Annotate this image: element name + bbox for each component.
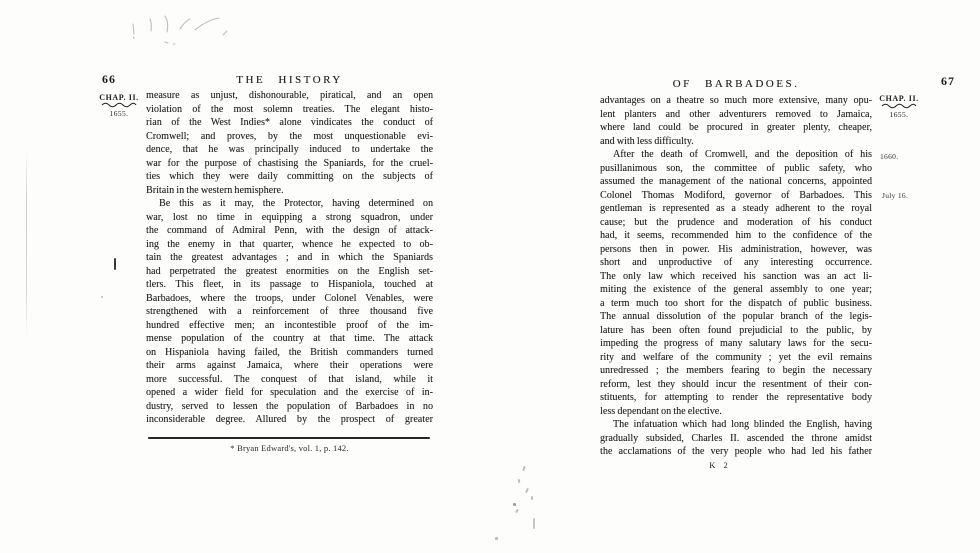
text-line: measure as unjust, dishonourable, piratical, and an open [146,90,433,101]
footnote: * Bryan Edward's, vol. 1, p. 142. [230,443,349,453]
text-line: miting the existence of the general assembly to one year; [600,284,872,295]
text-line: After the death of Cromwell, and the deposition of his [613,149,872,160]
text-line: less dependant on the elective. [600,405,722,417]
text-line: war for the purpose of chastising the Spaniards, for the cruel- [146,157,433,169]
text-line: strengthened with a reinforcement of three thousand five [146,306,433,317]
text-line: and with less difficulty. [600,135,694,147]
page-edge-line [26,152,27,337]
right-page-body [600,94,872,459]
text-line: had, it seems, recommended him to the confidence of the [600,230,872,241]
text-line: their arms against Jamaica, where their operations were [146,360,433,371]
text-line: unredressed ; the members fearing to begin the necessary [600,365,872,376]
gutter-speck [495,537,498,540]
right-page-number: 67 [941,74,955,88]
text-line: impeding the progress of many salutary laws for the secu- [600,338,872,349]
text-line: advantages on a theatre so much more extensive, many opu- [600,95,872,106]
text-line: stituents, for attempting to render the representative body [600,392,872,403]
text-line: gradually subsided, Charles II. ascended the throne amidst [600,432,872,444]
left-margin-chapter [96,93,142,118]
gutter-speck [525,488,529,493]
chapter-year: 1655. [109,109,129,118]
text-line: dence, that he was principally induced to undertake the [146,144,433,155]
pencil-scribble [95,2,255,47]
gutter-speck [518,479,521,483]
text-line: reform, lest they should incur the resentment of their con- [600,378,872,390]
text-line: ing the enemy in that quarter, whence he expected to ob- [146,238,433,250]
left-page-number: 66 [102,72,116,86]
text-line: more successful. The conquest of that island, while it [146,373,433,385]
text-line: rity and welfare of the community ; yet the evil remains [600,351,872,363]
chapter-label: CHAP. II. [879,94,919,103]
margin-note-july-16: July 16. [882,191,909,200]
chapter-year: 1655. [889,110,909,119]
text-line: had perpetrated the greatest enormities on the English set- [146,265,433,277]
left-page-body [146,89,433,427]
text-line: a term much too short for the dispatch of public business. [600,297,872,309]
text-line: where land could be procured in greater plenty, cheaper, [600,122,872,133]
text-line: dustry, served to lessen the population of Barbadoes in no [146,400,433,412]
margin-ink-mark [114,258,116,270]
gutter-speck [515,509,519,513]
text-line: violation of the most solemn treaties. The elegant histo- [146,103,433,115]
text-line: ties which they were daily committing on the subjects of [146,171,433,182]
text-line: assumed the management of the national concerns, appointed [600,176,872,187]
text-line: the acclamations of the very people who had led his father [600,446,872,457]
text-line: tlers. This fleet, in its passage to Hispaniola, touched at [146,279,433,290]
margin-note-1660: 1660. [880,152,899,161]
right-running-header: OF BARBADOES. [672,78,800,90]
text-line: pusillanimous son, the committee of public safety, who [600,162,872,174]
right-margin-chapter [874,94,924,119]
footnote-rule [148,437,430,439]
signature-mark: K 2 [709,460,731,470]
text-line: tain the greatest advantages ; and in which the Spaniards [146,252,433,263]
text-line: gentleman is represented as a steady adherent to the royal [600,203,872,214]
speck [101,296,103,298]
text-line: Be this as it may, the Protector, having determined on [159,198,433,209]
gutter-speck [531,496,533,500]
text-line: The only law which received his sanction was an act li- [600,270,872,282]
gutter-speck [533,518,535,529]
text-line: Britain in the western hemisphere. [146,184,284,196]
text-line: Cromwell; and proves, by the most unquestionable evi- [146,130,433,142]
text-line: war, lost no time in equipping a strong squadron, under [146,211,433,223]
text-line: on Hispaniola having failed, the British commanders turned [146,346,433,358]
chapter-underline-squiggle [881,103,917,109]
text-line: short and unproductive of any interesting occurrence. [600,257,872,268]
text-line: rian of the West Indies* alone vindicates the conduct of [146,117,433,128]
chapter-underline-squiggle [101,102,137,108]
text-line: mense population of the country at that time. The attack [146,333,433,344]
text-line: The infatuation which had long blinded the English, having [613,419,872,430]
left-running-header: THE HISTORY [236,74,343,86]
text-line: hundred effective men; an incontestible proof of the im- [146,319,433,331]
text-line: persons then in power. His administration, however, was [600,243,872,255]
chapter-label: CHAP. II. [99,93,139,102]
text-line: opened a wider field for speculation and the exercise of in- [146,387,433,398]
text-line: Barbadoes, where the troops, under Colonel Venables, were [146,292,433,304]
text-line: The annual dissolution of the popular branch of the legis- [600,311,872,322]
text-line: inconsiderable degree. Allured by the prospect of greater [146,414,433,425]
text-line: Colonel Thomas Modiford, governor of Barbadoes. This [600,189,872,201]
text-line: cause; but the prudence and moderation of his conduct [600,216,872,228]
text-line: lature has been often found prejudicial to the public, by [600,324,872,336]
gutter-speck [522,466,526,471]
text-line: lent planters and other adventurers removed to Jamaica, [600,108,872,120]
text-line: the command of Admiral Penn, with the design of attack- [146,225,433,236]
gutter-speck [513,503,516,506]
